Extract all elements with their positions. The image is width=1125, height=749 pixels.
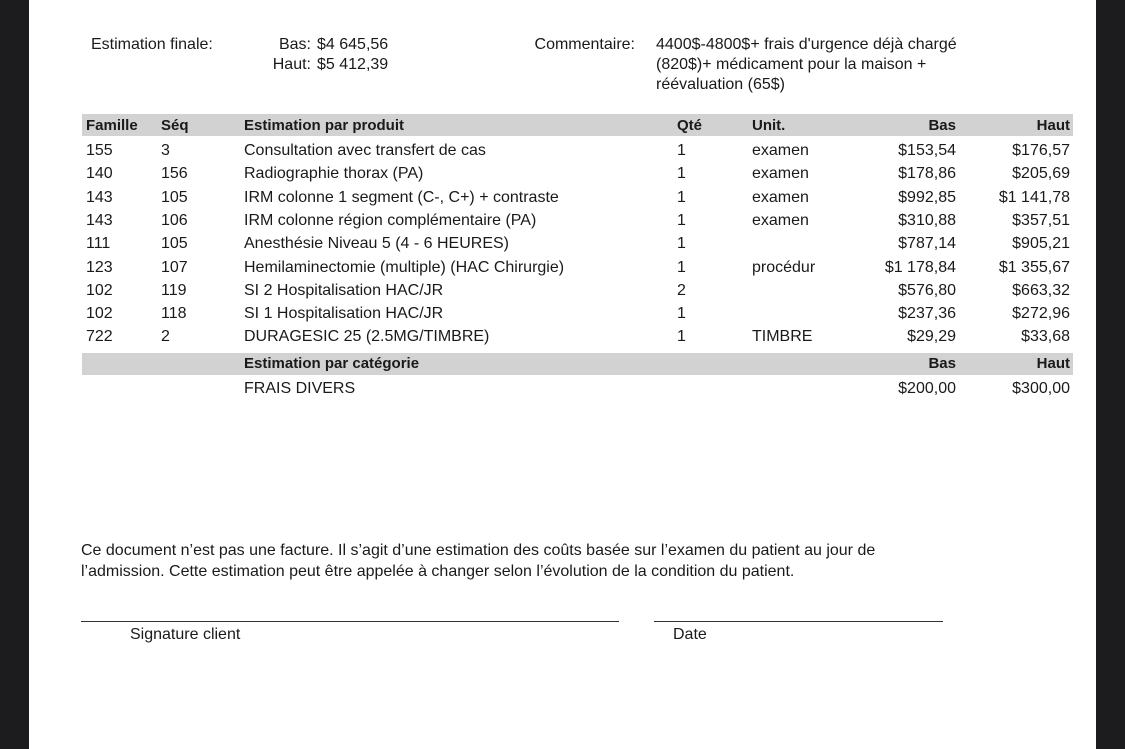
cell-produit: SI 2 Hospitalisation HAC/JR [244, 281, 444, 299]
cell-famille: 155 [86, 142, 113, 159]
cell-qte: 1 [677, 211, 686, 229]
col-header-categorie: Estimation par catégorie [244, 355, 420, 372]
cell-bas: $576,80 [898, 281, 956, 299]
cell-qte: 1 [677, 165, 686, 183]
high-label: Haut: [272, 56, 311, 73]
product-row [29, 141, 1096, 164]
col-header-cat-bas: Bas [928, 355, 956, 372]
product-row [29, 188, 1096, 211]
cell-qte: 1 [677, 235, 686, 253]
cell-qte: 1 [677, 258, 686, 276]
col-header-famille: Famille [86, 117, 138, 134]
cell-haut: $205,69 [1012, 165, 1070, 183]
signature-client-label: Signature client [130, 626, 241, 643]
cell-produit: DURAGESIC 25 (2.5MG/TIMBRE) [244, 328, 490, 346]
cell-haut: $272,96 [1012, 305, 1070, 323]
low-total: $4 645,56 [317, 36, 389, 53]
cell-seq: 106 [161, 211, 188, 229]
product-row [29, 281, 1096, 304]
disclaimer-line: Ce document n’est pas une facture. Il s’agit d’une estimation des coûts basée sur l’examen du patient au jour de [81, 542, 876, 559]
comment-line: réévaluation (65$) [656, 76, 785, 93]
cell-produit: Radiographie thorax (PA) [244, 165, 424, 183]
category-row [29, 379, 1096, 402]
cell-produit: IRM colonne 1 segment (C-, C+) + contraste [244, 188, 559, 206]
product-row [29, 164, 1096, 187]
cell-famille: 102 [86, 305, 113, 323]
cell-bas: $787,14 [898, 235, 956, 253]
cell-bas: $1 178,84 [884, 258, 956, 276]
cell-seq: 156 [161, 165, 188, 183]
cell-qte: 1 [677, 328, 686, 346]
date-line [654, 621, 943, 622]
col-header-haut: Haut [1036, 117, 1070, 134]
cell-bas: $992,85 [898, 188, 956, 206]
date-label: Date [673, 626, 707, 643]
cell-produit: IRM colonne région complémentaire (PA) [244, 211, 537, 229]
cell-seq: 105 [161, 235, 188, 253]
cell-haut: $905,21 [1012, 235, 1070, 253]
cell-seq: 105 [161, 188, 188, 206]
cell-unit: procédur [752, 258, 816, 276]
cell-unit: examen [752, 211, 809, 229]
cell-unit: examen [752, 142, 809, 159]
cell-unit: TIMBRE [752, 328, 813, 346]
comment-label: Commentaire: [534, 36, 635, 53]
disclaimer-line: l’admission. Cette estimation peut être appelée à changer selon l’évolution de la condition du patient. [81, 563, 795, 580]
cell-qte: 1 [677, 305, 686, 323]
cell-seq: 107 [161, 258, 188, 276]
cell-bas: $29,29 [907, 328, 956, 346]
cell-famille: 102 [86, 281, 113, 299]
cell-bas: $237,36 [898, 305, 956, 323]
col-header-bas: Bas [928, 117, 956, 134]
cell-famille: 111 [86, 235, 111, 253]
comment-line: 4400$-4800$+ frais d'urgence déjà chargé [656, 36, 957, 53]
cell-qte: 1 [677, 188, 686, 206]
cell-qte: 1 [677, 142, 686, 159]
col-header-qte: Qté [677, 117, 703, 134]
cell-unit: examen [752, 188, 809, 206]
cell-seq: 3 [161, 142, 170, 159]
cell-produit: Consultation avec transfert de cas [244, 142, 486, 159]
product-row [29, 234, 1096, 257]
comment-line: (820$)+ médicament pour la maison + [656, 56, 927, 73]
cell-produit: Hemilaminectomie (multiple) (HAC Chirurgie) [244, 258, 565, 276]
cell-bas: $310,88 [898, 211, 956, 229]
high-total: $5 412,39 [317, 56, 389, 73]
col-header-unit: Unit. [752, 117, 786, 134]
cell-seq: 2 [161, 328, 170, 346]
col-header-produit: Estimation par produit [244, 117, 405, 134]
product-row [29, 258, 1096, 281]
final-estimate-label: Estimation finale: [91, 36, 213, 53]
cell-haut: $1 141,78 [998, 188, 1070, 206]
product-row [29, 304, 1096, 327]
cell-haut: $1 355,67 [998, 258, 1070, 276]
cell-bas: $178,86 [898, 165, 956, 183]
cell-famille: 722 [86, 328, 113, 346]
cell-famille: 143 [86, 188, 113, 206]
cell-famille: 123 [86, 258, 113, 276]
signature-line [81, 621, 619, 622]
category-haut: $300,00 [1012, 380, 1070, 397]
cell-seq: 119 [161, 281, 187, 299]
category-bas: $200,00 [898, 380, 956, 397]
cell-famille: 140 [86, 165, 113, 183]
product-row [29, 327, 1096, 350]
cell-haut: $357,51 [1012, 211, 1070, 229]
category-name: FRAIS DIVERS [244, 380, 356, 397]
cell-produit: Anesthésie Niveau 5 (4 - 6 HEURES) [244, 235, 509, 253]
cell-famille: 143 [86, 211, 113, 229]
cell-unit: examen [752, 165, 809, 183]
document-page [29, 0, 1096, 749]
cell-seq: 118 [161, 305, 187, 323]
cell-bas: $153,54 [898, 142, 956, 159]
col-header-seq: Séq [161, 117, 189, 134]
cell-haut: $176,57 [1012, 142, 1070, 159]
col-header-cat-haut: Haut [1036, 355, 1070, 372]
cell-qte: 2 [677, 281, 686, 299]
cell-haut: $663,32 [1012, 281, 1070, 299]
low-label: Bas: [278, 36, 311, 53]
cell-produit: SI 1 Hospitalisation HAC/JR [244, 305, 444, 323]
cell-haut: $33,68 [1021, 328, 1070, 346]
product-row [29, 211, 1096, 234]
